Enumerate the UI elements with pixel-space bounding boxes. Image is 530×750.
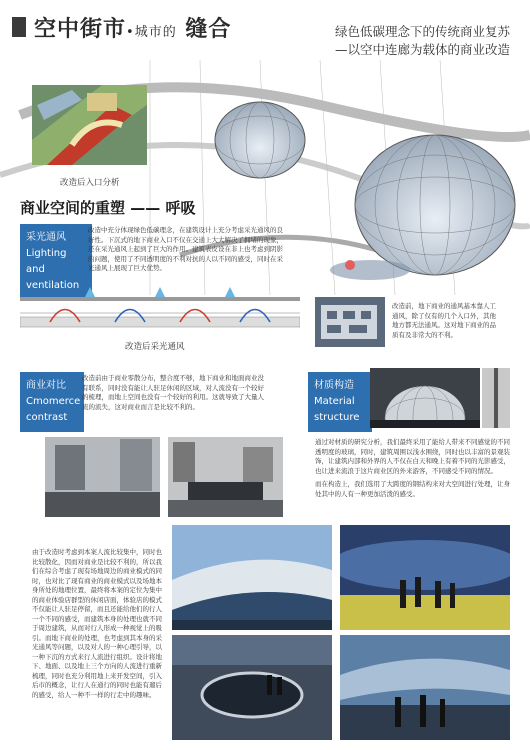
ventilation-diagram xyxy=(20,287,300,332)
title-part1: 空中街市 xyxy=(34,17,127,42)
basement-plan xyxy=(315,297,385,347)
entrance-analysis-image xyxy=(32,85,147,165)
title-marker xyxy=(12,17,26,37)
label-material-cn: 材质构造 xyxy=(314,380,354,391)
street-photo-2 xyxy=(168,437,283,517)
entrance-caption: 改造后入口分析 xyxy=(60,178,120,188)
text-commerce: 改造前由于商业零散分布，整合度不够，地下商业和地面商业没有联系，同时没有能让人驻足休闲的区域，对人流没有一个较好的梳理，而地上空间也没有一个较好的利用。这就导致了大量人流的流失，这对商业而言是比较不利的。 xyxy=(82,374,264,411)
text-material-2: 而在构造上，我们选用了大跨度的钢结构来对大空间进行处理，让身处其中的人有一种更加活泼的感受。 xyxy=(315,480,510,498)
label-material-en1: Material xyxy=(314,396,355,407)
text-bottom: 由于改造时考虑到本案人流比较集中，同时也比较散化，因而对商业是比较不利的，所以我们在综合考虑了现有场地周边的商业模式的同时，也对比了现有商业的商业模式以及场地本身所处的地理位置，最终将本案的定位为集中的商业体验店群型的休闲店面，体验店的模式不仅能让人驻足停留，而且还能给他们的行人一个不同的感受，而建筑本身的处理也就不同于周边建筑，从而对行人形成一种视觉上的吸引。而地下商业的处理，也考虑到其本身的采光通风等问题，以及对人的一种心理引导，以一种下沉的方式来行人流进行组织。设计将地下、地面、以及地上三个方向的人流进行重新梳理，同时也充分利用地上来开发空间，引入后市的概念，让行人在通行的同时也能有遛后的感受，给人一种不一样的行走中的趣味。 xyxy=(32,548,162,699)
label-commerce-cn: 商业对比 xyxy=(26,380,66,391)
label-commerce-en1: Cmomerce xyxy=(26,396,81,407)
title-part3: 缝合 xyxy=(185,17,232,42)
text-light: 改造中充分体现绿色低碳理念，在建筑设计上充分考虑采光通风的良好性。下沉式的地下商业入口不仅在交通上大大解决了拥堵的现象，还在采光通风上起到了巨大的作用。建筑表皮设在非上也考虑到阴影的问题，使用了不同透明度的不利对抗的人以不同的感受，同时在采光通风上展现了巨大优势。 xyxy=(88,226,283,272)
label-light-en2: ventilation xyxy=(26,280,80,291)
subtitle-line2: —以空中连廊为载体的商业改造 xyxy=(334,42,510,57)
render-sunken-plaza xyxy=(172,635,332,740)
label-light-en1: Lighting and xyxy=(26,248,67,275)
title-dot: • xyxy=(126,25,135,40)
label-material-en2: structure xyxy=(314,412,360,423)
label-commerce-en2: contrast xyxy=(26,412,68,423)
label-light-cn: 采光通风 xyxy=(26,232,66,243)
structure-detail xyxy=(482,368,510,428)
render-night-glass xyxy=(340,635,510,740)
subtitle-line1: 绿色低碳理念下的传统商业复苏 xyxy=(334,24,510,39)
text-material: 通过对材质的研究分析，我们最终采用了能给人带来不同感觉的不同透明度的玻璃，同时，建筑周围以浅水围绕，同时也以丰富的景观装饰，让建筑内部和外界的人不仅在白天和晚上有着不同的光影感受，也让进来流浪于这片商业区的外来游客，不同感受不同的情况。 xyxy=(315,438,510,475)
text-basement: 改造前，地下商业的通风基本靠人工通风，除了仅有的几个入口外，其他地方都无法通风。这对地下商业的品质有及非常大的不利。 xyxy=(392,302,496,339)
title-part2: 城市的 xyxy=(134,25,177,40)
render-people-walkway xyxy=(340,525,510,630)
page-title xyxy=(34,12,231,43)
render-day-curve xyxy=(172,525,332,630)
street-photo-1 xyxy=(45,437,160,517)
label-material xyxy=(308,372,372,432)
night-dome-photo xyxy=(370,368,480,428)
section-heading: 商业空间的重塑 —— 呼吸 xyxy=(20,199,196,217)
label-commerce xyxy=(20,372,84,432)
ventilation-caption: 改造后采光通风 xyxy=(125,342,185,352)
